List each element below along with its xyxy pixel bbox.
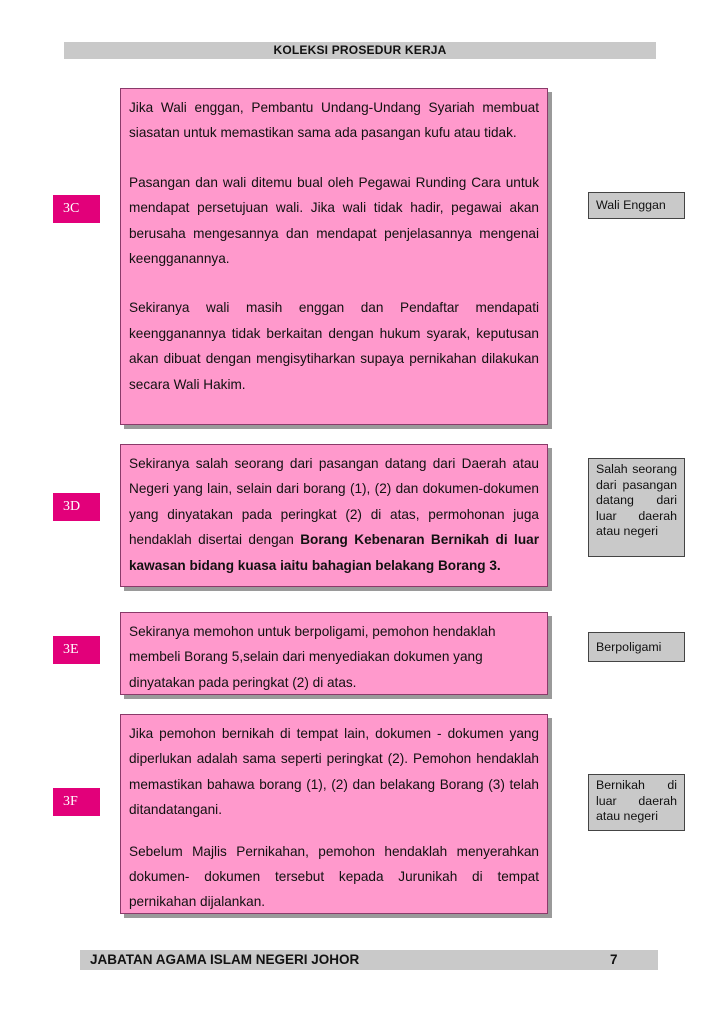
footer-organization: JABATAN AGAMA ISLAM NEGERI JOHOR [90, 952, 360, 967]
section-3d-text: Sekiranya salah seorang dari pasangan datang dari Daerah atau Negeri yang lain, selain dari borang (1), (2) dan dokumen-dokumen yang dinyatakan pada peringkat (2) di atas, permohonan juga hendaklah disertai dengan [129, 456, 539, 548]
step-badge-3e: 3E [53, 636, 100, 664]
page-header [64, 42, 656, 59]
side-label-3e: Berpoligami [588, 632, 685, 662]
side-label-3c: Wali Enggan [588, 192, 685, 219]
step-badge-3c: 3C [53, 195, 100, 223]
section-3c-paragraph-1: Jika Wali enggan, Pembantu Undang-Undang Syariah membuat siasatan untuk memastikan sama ada pasangan kufu atau tidak. [129, 100, 539, 141]
section-3d-box [120, 444, 548, 587]
page-number: 7 [610, 952, 618, 967]
page-footer [80, 950, 658, 970]
header-title: KOLEKSI PROSEDUR KERJA [273, 43, 447, 57]
section-3d-bold-text: Borang Kebenaran Bernikah di luar kawasan bidang kuasa iaitu bahagian belakang Borang 3. [129, 532, 539, 573]
section-3c-paragraph-2: Pasangan dan wali ditemu bual oleh Pegawai Runding Cara untuk mendapat persetujuan wali. Jika wali tidak hadir, pegawai akan berusaha mengesannya dan mendapat penjelasannya mengenai keengganannya. [129, 174, 539, 267]
section-3f-paragraph-2: Sebelum Majlis Pernikahan, pemohon hendaklah menyerahkan dokumen- dokumen tersebut kepada Jurunikah di tempat pernikahan dijalankan. [129, 843, 539, 910]
section-3e-paragraph: Sekiranya memohon untuk berpoligami, pemohon hendaklah membeli Borang 5,selain dari menyediakan dokumen yang dinyatakan pada peringkat (2) di atas. [129, 624, 496, 690]
step-badge-3d: 3D [53, 493, 100, 521]
section-3c-box [120, 88, 548, 425]
section-3c-paragraph-3: Sekiranya wali masih enggan dan Pendaftar mendapati keengganannya tidak berkaitan dengan hukum syarak, keputusan akan dibuat dengan mengisytiharkan supaya pernikahan dilakukan secara Wali Hakim. [129, 300, 539, 392]
step-badge-3f: 3F [53, 788, 100, 816]
side-label-3d: Salah seorang dari pasangan datang dari luar daerah atau negeri [588, 458, 685, 557]
section-3f-box [120, 714, 548, 914]
section-3f-paragraph-1: Jika pemohon bernikah di tempat lain, dokumen - dokumen yang diperlukan adalah sama seperti peringkat (2). Pemohon hendaklah memastikan bahawa borang (1), (2) dan belakang Borang (3) telah ditandatangani. [129, 726, 539, 818]
section-3d-paragraph [129, 451, 539, 578]
section-3e-box [120, 612, 548, 695]
side-label-3f: Bernikah di luar daerah atau negeri [588, 774, 685, 831]
